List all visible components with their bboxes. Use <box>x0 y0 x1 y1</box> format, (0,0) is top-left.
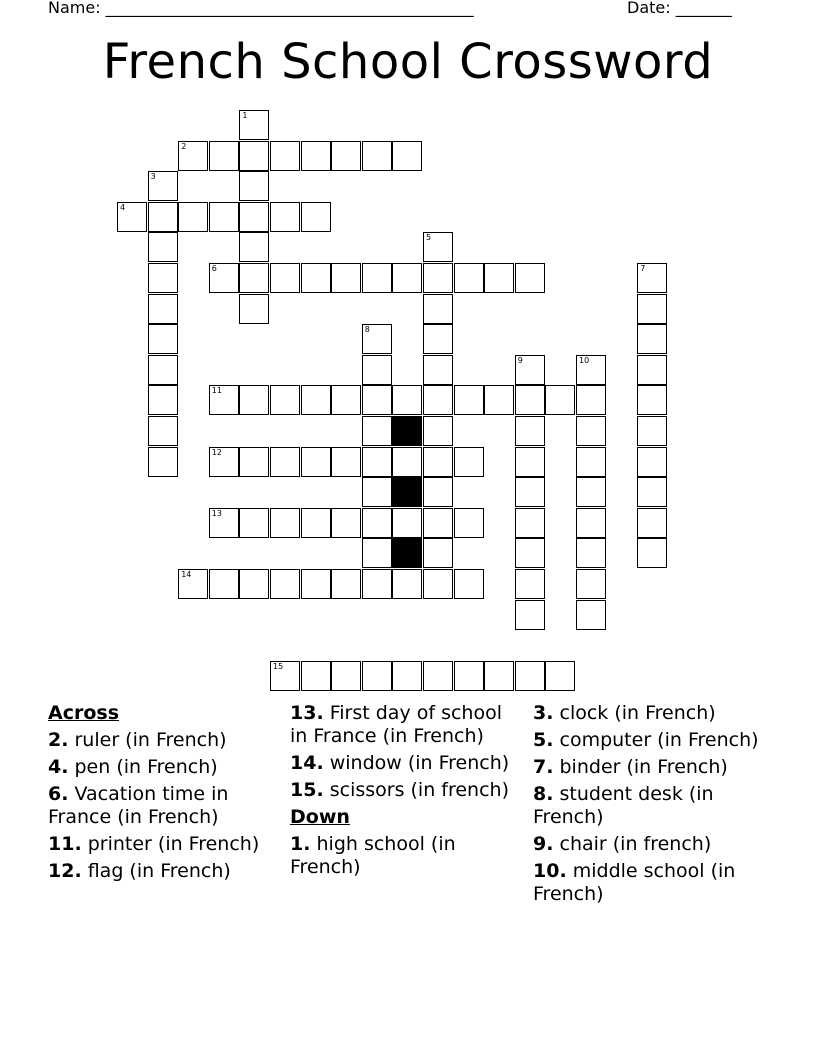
clue-text: computer (in French) <box>559 729 759 751</box>
grid-cell[interactable] <box>576 385 606 415</box>
grid-cell[interactable] <box>331 447 361 477</box>
grid-cell[interactable] <box>515 538 545 568</box>
grid-cell[interactable] <box>209 263 239 293</box>
grid-cell[interactable] <box>454 508 484 538</box>
grid-cell[interactable] <box>515 477 545 507</box>
grid-cell[interactable] <box>209 141 239 171</box>
grid-cell[interactable] <box>331 263 361 293</box>
grid-cell[interactable] <box>515 569 545 599</box>
grid-cell[interactable] <box>637 477 667 507</box>
clue-number: 3. <box>533 702 554 724</box>
clue-number: 1. <box>290 833 311 855</box>
clue-down-5 <box>533 729 773 752</box>
clue-number: 8. <box>533 783 554 805</box>
grid-cell[interactable] <box>239 508 269 538</box>
grid-cell[interactable] <box>301 385 331 415</box>
grid-cell[interactable] <box>576 477 606 507</box>
clue-down-8 <box>533 783 773 829</box>
grid-cell[interactable] <box>362 447 392 477</box>
cell-number: 10 <box>579 355 590 365</box>
clue-number: 9. <box>533 833 554 855</box>
grid-cell[interactable] <box>515 661 545 691</box>
grid-cell[interactable] <box>362 508 392 538</box>
grid-cell[interactable] <box>270 141 300 171</box>
grid-cell[interactable] <box>454 661 484 691</box>
clue-text: printer (in French) <box>87 833 260 855</box>
grid-cell[interactable] <box>148 447 178 477</box>
clues-column-1 <box>48 702 278 887</box>
grid-cell[interactable] <box>423 569 453 599</box>
grid-cell[interactable] <box>545 661 575 691</box>
grid-cell[interactable] <box>239 171 269 201</box>
grid-cell[interactable] <box>331 385 361 415</box>
clue-across-14 <box>290 752 525 775</box>
grid-cell[interactable] <box>576 600 606 630</box>
cell-number: 14 <box>181 570 192 579</box>
grid-cell[interactable] <box>423 355 453 385</box>
grid-cell[interactable] <box>270 202 300 232</box>
grid-cell[interactable] <box>515 355 545 385</box>
page-title: French School Crossword <box>102 34 714 90</box>
grid-cell[interactable] <box>239 569 269 599</box>
grid-cell[interactable] <box>148 171 178 201</box>
grid-cell[interactable] <box>301 202 331 232</box>
grid-cell[interactable] <box>301 447 331 477</box>
grid-cell[interactable] <box>239 202 269 232</box>
clue-number: 12. <box>48 860 82 882</box>
clues-column-3 <box>533 702 773 910</box>
grid-cell[interactable] <box>576 416 606 446</box>
clue-number: 5. <box>533 729 554 751</box>
clue-text: scissors (in french) <box>329 779 510 801</box>
grid-cell[interactable] <box>209 508 239 538</box>
grid-cell[interactable] <box>545 385 575 415</box>
grid-cell[interactable] <box>331 661 361 691</box>
grid-cell[interactable] <box>178 141 208 171</box>
grid-cell[interactable] <box>576 508 606 538</box>
grid-cell[interactable] <box>148 355 178 385</box>
grid-cell[interactable] <box>637 263 667 293</box>
grid-cell[interactable] <box>331 569 361 599</box>
grid-cell[interactable] <box>454 263 484 293</box>
grid-cell[interactable] <box>637 294 667 324</box>
black-square <box>392 416 422 446</box>
grid-cell[interactable] <box>637 447 667 477</box>
grid-cell[interactable] <box>392 569 422 599</box>
grid-cell[interactable] <box>301 569 331 599</box>
grid-cell[interactable] <box>301 661 331 691</box>
cell-number: 8 <box>364 325 370 335</box>
clue-number: 4. <box>48 756 69 778</box>
clue-text: middle school (in French) <box>533 860 736 905</box>
grid-cell[interactable] <box>148 202 178 232</box>
grid-cell[interactable] <box>576 569 606 599</box>
clue-number: 10. <box>533 860 567 882</box>
grid-cell[interactable] <box>637 538 667 568</box>
clue-down-7 <box>533 756 773 779</box>
cell-number: 9 <box>517 355 523 365</box>
clue-text: ruler (in French) <box>74 729 227 751</box>
grid-cell[interactable] <box>454 569 484 599</box>
grid-cell[interactable] <box>270 569 300 599</box>
grid-cell[interactable] <box>178 202 208 232</box>
grid-cell[interactable] <box>637 385 667 415</box>
grid-cell[interactable] <box>270 447 300 477</box>
clue-number: 2. <box>48 729 69 751</box>
clue-text: flag (in French) <box>87 860 231 882</box>
grid-cell[interactable] <box>423 263 453 293</box>
grid-cell[interactable] <box>117 202 147 232</box>
clue-down-1 <box>290 833 525 879</box>
clue-number: 7. <box>533 756 554 778</box>
clue-text: high school (in French) <box>290 833 456 878</box>
grid-cell[interactable] <box>515 447 545 477</box>
grid-cell[interactable] <box>209 569 239 599</box>
grid-cell[interactable] <box>301 141 331 171</box>
grid-cell[interactable] <box>392 385 422 415</box>
grid-cell[interactable] <box>392 447 422 477</box>
grid-cell[interactable] <box>148 263 178 293</box>
grid-cell[interactable] <box>392 508 422 538</box>
grid-cell[interactable] <box>454 447 484 477</box>
grid-cell[interactable] <box>392 263 422 293</box>
grid-cell[interactable] <box>209 447 239 477</box>
grid-cell[interactable] <box>484 385 514 415</box>
clue-text: window (in French) <box>329 752 510 774</box>
name-field[interactable]: Name: ______________________________________________ <box>48 0 474 17</box>
grid-cell[interactable] <box>423 447 453 477</box>
cell-number: 15 <box>273 661 284 671</box>
clue-number: 11. <box>48 833 82 855</box>
grid-cell[interactable] <box>515 416 545 446</box>
clue-text: binder (in French) <box>559 756 728 778</box>
grid-cell[interactable] <box>148 324 178 354</box>
grid-cell[interactable] <box>331 141 361 171</box>
grid-cell[interactable] <box>148 416 178 446</box>
clue-across-13 <box>290 702 525 748</box>
grid-cell[interactable] <box>362 477 392 507</box>
grid-cell[interactable] <box>392 661 422 691</box>
clue-across-6 <box>48 783 278 829</box>
grid-cell[interactable] <box>178 569 208 599</box>
grid-cell[interactable] <box>484 263 514 293</box>
clue-number: 15. <box>290 779 324 801</box>
grid-cell[interactable] <box>331 508 361 538</box>
grid-cell[interactable] <box>362 141 392 171</box>
cell-number: 5 <box>426 233 432 243</box>
clue-text: chair (in french) <box>559 833 712 855</box>
clue-across-15 <box>290 779 525 802</box>
clue-down-10 <box>533 860 773 906</box>
down-heading: Down <box>290 806 350 828</box>
grid-cell[interactable] <box>270 508 300 538</box>
cell-number: 11 <box>211 386 222 396</box>
clue-across-4 <box>48 756 278 779</box>
grid-cell[interactable] <box>637 355 667 385</box>
grid-cell[interactable] <box>423 508 453 538</box>
grid-cell[interactable] <box>423 416 453 446</box>
grid-cell[interactable] <box>515 385 545 415</box>
grid-cell[interactable] <box>270 661 300 691</box>
grid-cell[interactable] <box>576 355 606 385</box>
grid-cell[interactable] <box>423 477 453 507</box>
grid-cell[interactable] <box>270 263 300 293</box>
grid-cell[interactable] <box>362 324 392 354</box>
grid-cell[interactable] <box>362 569 392 599</box>
grid-cell[interactable] <box>301 508 331 538</box>
clue-text: pen (in French) <box>74 756 218 778</box>
grid-cell[interactable] <box>239 110 269 140</box>
cell-number: 3 <box>150 172 156 182</box>
cell-number: 2 <box>181 141 187 151</box>
grid-cell[interactable] <box>637 508 667 538</box>
grid-cell[interactable] <box>209 202 239 232</box>
grid-cell[interactable] <box>362 538 392 568</box>
grid-cell[interactable] <box>484 661 514 691</box>
grid-cell[interactable] <box>423 385 453 415</box>
clue-text: student desk (in French) <box>533 783 714 828</box>
grid-cell[interactable] <box>576 538 606 568</box>
cell-number: 13 <box>211 508 222 518</box>
clues-column-2 <box>290 702 525 883</box>
clue-across-12 <box>48 860 278 883</box>
clue-down-9 <box>533 833 773 856</box>
clue-text: First day of school in France (in French) <box>290 702 502 747</box>
grid-cell[interactable] <box>576 447 606 477</box>
clue-number: 14. <box>290 752 324 774</box>
across-heading: Across <box>48 702 120 724</box>
grid-cell[interactable] <box>209 385 239 415</box>
grid-cell[interactable] <box>454 385 484 415</box>
grid-cell[interactable] <box>239 294 269 324</box>
cell-number: 12 <box>211 447 222 457</box>
clue-text: clock (in French) <box>559 702 716 724</box>
black-square <box>392 477 422 507</box>
grid-cell[interactable] <box>637 416 667 446</box>
grid-cell[interactable] <box>148 385 178 415</box>
black-square <box>392 538 422 568</box>
grid-cell[interactable] <box>423 232 453 262</box>
grid-cell[interactable] <box>515 600 545 630</box>
grid-cell[interactable] <box>423 538 453 568</box>
grid-cell[interactable] <box>637 324 667 354</box>
clue-number: 6. <box>48 783 69 805</box>
cell-number: 6 <box>211 264 217 273</box>
grid-cell[interactable] <box>239 141 269 171</box>
grid-cell[interactable] <box>515 508 545 538</box>
cell-number: 4 <box>120 202 126 212</box>
clue-across-11 <box>48 833 278 856</box>
cell-number: 7 <box>640 264 646 273</box>
grid-cell[interactable] <box>239 447 269 477</box>
date-field[interactable]: Date: _______ <box>627 0 732 17</box>
grid-cell[interactable] <box>239 385 269 415</box>
grid-cell[interactable] <box>239 232 269 262</box>
grid-cell[interactable] <box>515 263 545 293</box>
grid-cell[interactable] <box>362 385 392 415</box>
grid-cell[interactable] <box>392 141 422 171</box>
grid-cell[interactable] <box>423 294 453 324</box>
clue-number: 13. <box>290 702 324 724</box>
clue-down-3 <box>533 702 773 725</box>
grid-cell[interactable] <box>362 661 392 691</box>
clue-text: Vacation time in France (in French) <box>48 783 229 828</box>
grid-cell[interactable] <box>362 416 392 446</box>
grid-cell[interactable] <box>423 324 453 354</box>
grid-cell[interactable] <box>270 385 300 415</box>
clue-across-2 <box>48 729 278 752</box>
grid-cell[interactable] <box>362 263 392 293</box>
grid-cell[interactable] <box>301 263 331 293</box>
grid-cell[interactable] <box>148 294 178 324</box>
grid-cell[interactable] <box>148 232 178 262</box>
cell-number: 1 <box>242 111 248 120</box>
grid-cell[interactable] <box>239 263 269 293</box>
grid-cell[interactable] <box>362 355 392 385</box>
grid-cell[interactable] <box>423 661 453 691</box>
